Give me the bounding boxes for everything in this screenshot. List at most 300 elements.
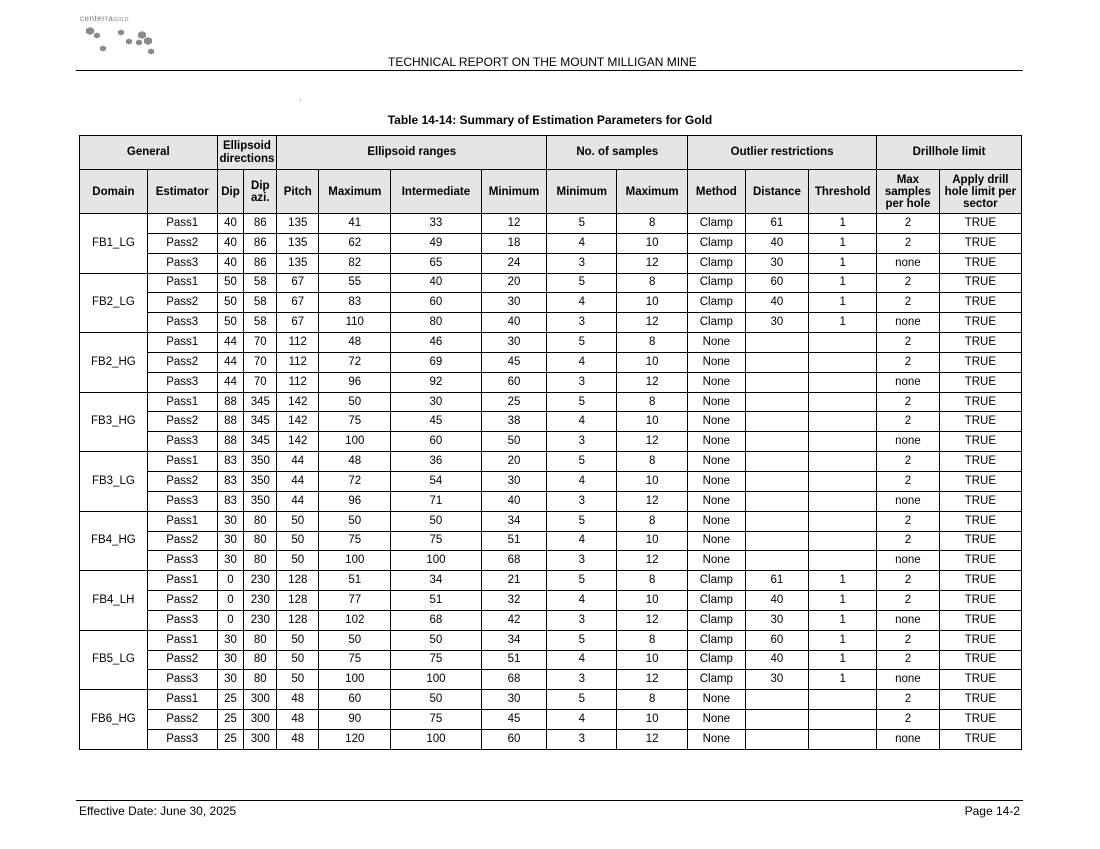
table-cell: 20 bbox=[481, 452, 547, 472]
table-cell: 100 bbox=[391, 670, 481, 690]
table-cell bbox=[809, 392, 877, 412]
table-cell bbox=[809, 333, 877, 353]
col-header-samples-maximum: Maximum bbox=[617, 170, 688, 214]
table-row bbox=[80, 610, 1022, 630]
table-row bbox=[80, 670, 1022, 690]
table-cell: 3 bbox=[547, 729, 617, 749]
table-cell: None bbox=[688, 531, 746, 551]
table-cell: Pass3 bbox=[147, 253, 217, 273]
table-cell: 142 bbox=[277, 392, 319, 412]
table-cell: 8 bbox=[617, 690, 688, 710]
table-cell: None bbox=[688, 471, 746, 491]
table-cell: 48 bbox=[319, 452, 391, 472]
table-cell: 80 bbox=[244, 670, 277, 690]
table-cell: 8 bbox=[617, 214, 688, 234]
table-cell: 72 bbox=[319, 471, 391, 491]
table-cell: 44 bbox=[217, 352, 244, 372]
table-cell: Clamp bbox=[688, 313, 746, 333]
table-cell bbox=[809, 531, 877, 551]
group-header-ellipsoid-ranges: Ellipsoid ranges bbox=[277, 136, 547, 170]
table-cell: 44 bbox=[217, 372, 244, 392]
col-header-apply-drill-hole-limit: Apply drill hole limit per sector bbox=[939, 170, 1021, 214]
table-cell: Clamp bbox=[688, 273, 746, 293]
table-cell: Pass1 bbox=[147, 690, 217, 710]
table-cell: 12 bbox=[481, 214, 547, 234]
table-cell: 75 bbox=[391, 650, 481, 670]
table-cell: 60 bbox=[481, 729, 547, 749]
table-cell: 8 bbox=[617, 452, 688, 472]
table-row bbox=[80, 313, 1022, 333]
table-cell: 1 bbox=[809, 571, 877, 591]
table-cell: 50 bbox=[319, 392, 391, 412]
table-cell: TRUE bbox=[939, 531, 1021, 551]
table-cell: Pass2 bbox=[147, 471, 217, 491]
table-cell: None bbox=[688, 333, 746, 353]
table-cell: None bbox=[688, 491, 746, 511]
table-cell: 25 bbox=[217, 710, 244, 730]
table-cell: 51 bbox=[391, 591, 481, 611]
table-cell: Clamp bbox=[688, 591, 746, 611]
table-cell: TRUE bbox=[939, 630, 1021, 650]
table-cell: 5 bbox=[547, 333, 617, 353]
table-cell: 30 bbox=[745, 670, 809, 690]
table-cell: 86 bbox=[244, 253, 277, 273]
group-header-row bbox=[80, 136, 1022, 170]
table-cell: Clamp bbox=[688, 253, 746, 273]
table-row bbox=[80, 452, 1022, 472]
table-cell: Pass1 bbox=[147, 452, 217, 472]
table-cell: 30 bbox=[481, 333, 547, 353]
table-cell: 44 bbox=[277, 491, 319, 511]
table-cell: 55 bbox=[319, 273, 391, 293]
logo-hexagons-icon bbox=[82, 25, 162, 65]
table-cell: 142 bbox=[277, 432, 319, 452]
table-cell: 92 bbox=[391, 372, 481, 392]
table-cell: 65 bbox=[391, 253, 481, 273]
table-cell: 50 bbox=[277, 670, 319, 690]
table-cell: 2 bbox=[877, 471, 940, 491]
table-cell: 58 bbox=[244, 273, 277, 293]
table-cell: 10 bbox=[617, 650, 688, 670]
table-cell: 230 bbox=[244, 610, 277, 630]
table-cell: 8 bbox=[617, 630, 688, 650]
table-cell bbox=[745, 412, 809, 432]
table-cell: 3 bbox=[547, 670, 617, 690]
table-cell: Clamp bbox=[688, 630, 746, 650]
domain-cell: FB1_LG bbox=[80, 214, 148, 274]
table-row bbox=[80, 432, 1022, 452]
table-cell: 2 bbox=[877, 591, 940, 611]
table-cell: 3 bbox=[547, 610, 617, 630]
table-cell bbox=[745, 491, 809, 511]
table-cell: 10 bbox=[617, 412, 688, 432]
table-cell bbox=[745, 511, 809, 531]
table-cell: 18 bbox=[481, 233, 547, 253]
domain-cell: FB4_LH bbox=[80, 571, 148, 631]
table-cell: 21 bbox=[481, 571, 547, 591]
table-cell: 5 bbox=[547, 273, 617, 293]
table-cell: None bbox=[688, 372, 746, 392]
table-cell: 10 bbox=[617, 591, 688, 611]
table-cell: TRUE bbox=[939, 372, 1021, 392]
table-cell: 135 bbox=[277, 233, 319, 253]
table-cell: Pass2 bbox=[147, 710, 217, 730]
table-cell: 4 bbox=[547, 233, 617, 253]
table-cell: Pass2 bbox=[147, 293, 217, 313]
table-cell: 60 bbox=[391, 432, 481, 452]
table-cell: 61 bbox=[745, 571, 809, 591]
table-cell: 230 bbox=[244, 571, 277, 591]
table-title: Table 14-14: Summary of Estimation Parameters for Gold bbox=[387, 113, 713, 127]
table-cell: TRUE bbox=[939, 650, 1021, 670]
table-cell: 3 bbox=[547, 432, 617, 452]
table-cell: 40 bbox=[745, 293, 809, 313]
table-cell: 10 bbox=[617, 710, 688, 730]
table-cell: 12 bbox=[617, 432, 688, 452]
table-cell: 30 bbox=[217, 531, 244, 551]
table-cell: 50 bbox=[217, 293, 244, 313]
table-cell bbox=[745, 531, 809, 551]
table-cell: 128 bbox=[277, 591, 319, 611]
table-cell: Clamp bbox=[688, 571, 746, 591]
table-cell: 0 bbox=[217, 610, 244, 630]
table-cell: 2 bbox=[877, 214, 940, 234]
effective-date: Effective Date: June 30, 2025 bbox=[79, 804, 237, 818]
table-cell: 40 bbox=[481, 491, 547, 511]
table-cell: 75 bbox=[319, 531, 391, 551]
table-cell: 86 bbox=[244, 233, 277, 253]
table-cell: none bbox=[877, 610, 940, 630]
estimation-parameters-table bbox=[79, 135, 1022, 750]
table-cell: 30 bbox=[391, 392, 481, 412]
group-header-outlier-restrictions: Outlier restrictions bbox=[688, 136, 877, 170]
col-header-range-maximum: Maximum bbox=[319, 170, 391, 214]
table-cell: Pass3 bbox=[147, 729, 217, 749]
table-cell: TRUE bbox=[939, 233, 1021, 253]
table-cell: 88 bbox=[217, 432, 244, 452]
table-cell: 2 bbox=[877, 710, 940, 730]
table-cell: 112 bbox=[277, 352, 319, 372]
table-cell: Pass1 bbox=[147, 511, 217, 531]
table-cell: 345 bbox=[244, 392, 277, 412]
table-cell: 2 bbox=[877, 531, 940, 551]
table-cell bbox=[745, 372, 809, 392]
table-cell: TRUE bbox=[939, 214, 1021, 234]
col-header-max-samples-per-hole: Max samples per hole bbox=[877, 170, 940, 214]
table-cell: 44 bbox=[217, 333, 244, 353]
table-cell: TRUE bbox=[939, 313, 1021, 333]
table-cell: 40 bbox=[745, 650, 809, 670]
table-row bbox=[80, 511, 1022, 531]
table-cell: 5 bbox=[547, 511, 617, 531]
table-cell: 30 bbox=[481, 293, 547, 313]
table-row bbox=[80, 333, 1022, 353]
table-cell: 69 bbox=[391, 352, 481, 372]
domain-cell: FB3_LG bbox=[80, 452, 148, 512]
table-cell: TRUE bbox=[939, 670, 1021, 690]
table-cell: 300 bbox=[244, 690, 277, 710]
table-cell: 112 bbox=[277, 333, 319, 353]
table-cell: 2 bbox=[877, 571, 940, 591]
group-header-ellipsoid-directions: Ellipsoid directions bbox=[217, 136, 277, 170]
table-cell: 300 bbox=[244, 710, 277, 730]
table-cell: 12 bbox=[617, 729, 688, 749]
table-cell: 345 bbox=[244, 432, 277, 452]
table-cell: 34 bbox=[481, 511, 547, 531]
table-cell: TRUE bbox=[939, 471, 1021, 491]
table-cell: 45 bbox=[391, 412, 481, 432]
table-cell: 128 bbox=[277, 571, 319, 591]
domain-cell: FB2_HG bbox=[80, 333, 148, 393]
group-header-drillhole-limit: Drillhole limit bbox=[877, 136, 1022, 170]
table-cell: 345 bbox=[244, 412, 277, 432]
table-cell: 30 bbox=[217, 650, 244, 670]
report-header-title: TECHNICAL REPORT ON THE MOUNT MILLIGAN MINE bbox=[388, 55, 697, 69]
table-cell: 40 bbox=[391, 273, 481, 293]
table-cell: 10 bbox=[617, 352, 688, 372]
table-row bbox=[80, 233, 1022, 253]
table-row bbox=[80, 471, 1022, 491]
table-cell: TRUE bbox=[939, 432, 1021, 452]
table-cell: none bbox=[877, 313, 940, 333]
table-cell: 1 bbox=[809, 273, 877, 293]
table-cell: 2 bbox=[877, 273, 940, 293]
table-cell: 50 bbox=[277, 650, 319, 670]
table-cell: none bbox=[877, 551, 940, 571]
table-cell: 5 bbox=[547, 452, 617, 472]
table-cell: 2 bbox=[877, 630, 940, 650]
table-cell: TRUE bbox=[939, 491, 1021, 511]
table-cell: 80 bbox=[244, 630, 277, 650]
table-cell: Pass2 bbox=[147, 531, 217, 551]
table-cell: 12 bbox=[617, 372, 688, 392]
table-cell: 70 bbox=[244, 372, 277, 392]
table-cell: TRUE bbox=[939, 352, 1021, 372]
table-row bbox=[80, 531, 1022, 551]
table-cell: 1 bbox=[809, 253, 877, 273]
col-header-threshold: Threshold bbox=[809, 170, 877, 214]
table-cell: 1 bbox=[809, 630, 877, 650]
table-cell: 75 bbox=[319, 412, 391, 432]
table-cell: 12 bbox=[617, 253, 688, 273]
table-cell bbox=[809, 452, 877, 472]
table-cell: 58 bbox=[244, 293, 277, 313]
table-cell: None bbox=[688, 551, 746, 571]
table-cell: 45 bbox=[481, 352, 547, 372]
table-cell: 50 bbox=[391, 630, 481, 650]
table-cell: 30 bbox=[745, 610, 809, 630]
table-cell: 5 bbox=[547, 214, 617, 234]
table-cell: 5 bbox=[547, 392, 617, 412]
table-cell: 90 bbox=[319, 710, 391, 730]
table-cell: 2 bbox=[877, 452, 940, 472]
table-cell: Clamp bbox=[688, 670, 746, 690]
table-cell: 350 bbox=[244, 491, 277, 511]
table-cell: 2 bbox=[877, 293, 940, 313]
col-header-dip-azi: Dip azi. bbox=[244, 170, 277, 214]
table-cell bbox=[745, 551, 809, 571]
table-cell: 12 bbox=[617, 610, 688, 630]
table-cell: Pass3 bbox=[147, 670, 217, 690]
table-cell: None bbox=[688, 729, 746, 749]
table-cell: TRUE bbox=[939, 610, 1021, 630]
table-cell: 8 bbox=[617, 333, 688, 353]
table-row bbox=[80, 392, 1022, 412]
table-cell: Pass1 bbox=[147, 571, 217, 591]
table-cell bbox=[809, 491, 877, 511]
table-cell: 50 bbox=[277, 551, 319, 571]
table-cell: 36 bbox=[391, 452, 481, 472]
table-cell: 5 bbox=[547, 630, 617, 650]
table-cell: 71 bbox=[391, 491, 481, 511]
table-cell: 2 bbox=[877, 352, 940, 372]
table-cell: 40 bbox=[217, 233, 244, 253]
table-cell: TRUE bbox=[939, 729, 1021, 749]
table-cell: 1 bbox=[809, 591, 877, 611]
table-cell bbox=[809, 471, 877, 491]
table-cell: 44 bbox=[277, 452, 319, 472]
logo-text: centerraGOLD bbox=[80, 14, 129, 23]
table-cell: 24 bbox=[481, 253, 547, 273]
table-cell bbox=[809, 710, 877, 730]
table-cell: 33 bbox=[391, 214, 481, 234]
table-cell: 58 bbox=[244, 313, 277, 333]
table-cell: 4 bbox=[547, 471, 617, 491]
table-cell: 38 bbox=[481, 412, 547, 432]
table-cell: none bbox=[877, 372, 940, 392]
table-cell: 96 bbox=[319, 491, 391, 511]
table-cell: Pass3 bbox=[147, 432, 217, 452]
table-cell: TRUE bbox=[939, 412, 1021, 432]
table-cell: TRUE bbox=[939, 591, 1021, 611]
table-cell: 1 bbox=[809, 313, 877, 333]
table-cell: 40 bbox=[481, 313, 547, 333]
table-cell: 51 bbox=[481, 531, 547, 551]
table-cell: 68 bbox=[481, 551, 547, 571]
table-cell: 350 bbox=[244, 452, 277, 472]
table-cell: Pass1 bbox=[147, 273, 217, 293]
table-cell: 8 bbox=[617, 273, 688, 293]
col-header-range-intermediate: Intermediate bbox=[391, 170, 481, 214]
table-cell: 2 bbox=[877, 392, 940, 412]
table-cell: TRUE bbox=[939, 511, 1021, 531]
table-cell: 70 bbox=[244, 333, 277, 353]
table-cell: 45 bbox=[481, 710, 547, 730]
table-cell: 50 bbox=[277, 630, 319, 650]
table-cell bbox=[745, 333, 809, 353]
table-cell: 1 bbox=[809, 293, 877, 313]
table-cell bbox=[809, 511, 877, 531]
domain-cell: FB2_LG bbox=[80, 273, 148, 333]
table-cell: 2 bbox=[877, 233, 940, 253]
company-logo bbox=[80, 14, 170, 64]
table-cell: 300 bbox=[244, 729, 277, 749]
table-cell: 60 bbox=[391, 293, 481, 313]
table-cell: 0 bbox=[217, 591, 244, 611]
table-cell bbox=[809, 372, 877, 392]
table-cell: 110 bbox=[319, 313, 391, 333]
table-cell: 86 bbox=[244, 214, 277, 234]
footer-divider bbox=[76, 800, 1023, 801]
table-cell: 54 bbox=[391, 471, 481, 491]
table-cell: None bbox=[688, 432, 746, 452]
table-cell: 12 bbox=[617, 670, 688, 690]
table-cell: 5 bbox=[547, 690, 617, 710]
table-cell: 1 bbox=[809, 610, 877, 630]
table-cell: none bbox=[877, 432, 940, 452]
table-cell: 34 bbox=[391, 571, 481, 591]
table-cell: 8 bbox=[617, 571, 688, 591]
table-cell: Clamp bbox=[688, 293, 746, 313]
table-cell: 48 bbox=[319, 333, 391, 353]
table-cell: 4 bbox=[547, 650, 617, 670]
table-cell: 50 bbox=[277, 531, 319, 551]
table-cell: Pass3 bbox=[147, 313, 217, 333]
table-cell: 67 bbox=[277, 293, 319, 313]
table-cell: 25 bbox=[481, 392, 547, 412]
table-cell: 30 bbox=[745, 253, 809, 273]
table-cell: 40 bbox=[745, 591, 809, 611]
table-cell: TRUE bbox=[939, 452, 1021, 472]
table-row bbox=[80, 551, 1022, 571]
table-cell: None bbox=[688, 710, 746, 730]
table-cell: 128 bbox=[277, 610, 319, 630]
table-cell: 96 bbox=[319, 372, 391, 392]
table-cell: 68 bbox=[391, 610, 481, 630]
table-cell: Clamp bbox=[688, 233, 746, 253]
table-cell: 40 bbox=[217, 214, 244, 234]
table-cell: 4 bbox=[547, 293, 617, 313]
table-cell: 75 bbox=[319, 650, 391, 670]
table-row bbox=[80, 412, 1022, 432]
table-cell: 12 bbox=[617, 313, 688, 333]
table-cell: TRUE bbox=[939, 293, 1021, 313]
table-cell: Pass2 bbox=[147, 233, 217, 253]
table-cell: 350 bbox=[244, 471, 277, 491]
table-cell: 30 bbox=[217, 511, 244, 531]
col-header-range-minimum: Minimum bbox=[481, 170, 547, 214]
table-cell: 1 bbox=[809, 670, 877, 690]
col-header-pitch: Pitch bbox=[277, 170, 319, 214]
table-cell: 8 bbox=[617, 392, 688, 412]
table-cell: 0 bbox=[217, 571, 244, 591]
table-cell: Pass3 bbox=[147, 491, 217, 511]
table-cell: Clamp bbox=[688, 610, 746, 630]
table-cell: 10 bbox=[617, 471, 688, 491]
table-cell: 30 bbox=[217, 670, 244, 690]
table-cell: 88 bbox=[217, 392, 244, 412]
table-cell: 142 bbox=[277, 412, 319, 432]
table-cell: 30 bbox=[745, 313, 809, 333]
table-row bbox=[80, 690, 1022, 710]
table-cell: 82 bbox=[319, 253, 391, 273]
col-header-distance: Distance bbox=[745, 170, 809, 214]
table-cell: 77 bbox=[319, 591, 391, 611]
table-row bbox=[80, 352, 1022, 372]
table-cell: 83 bbox=[217, 452, 244, 472]
table-cell: 135 bbox=[277, 253, 319, 273]
table-cell: none bbox=[877, 729, 940, 749]
table-cell: 80 bbox=[244, 650, 277, 670]
table-cell: 2 bbox=[877, 511, 940, 531]
table-cell: None bbox=[688, 392, 746, 412]
table-cell: 42 bbox=[481, 610, 547, 630]
table-cell: 80 bbox=[244, 551, 277, 571]
table-cell: 50 bbox=[391, 511, 481, 531]
table-cell bbox=[809, 729, 877, 749]
table-cell: TRUE bbox=[939, 571, 1021, 591]
table-cell: 4 bbox=[547, 710, 617, 730]
